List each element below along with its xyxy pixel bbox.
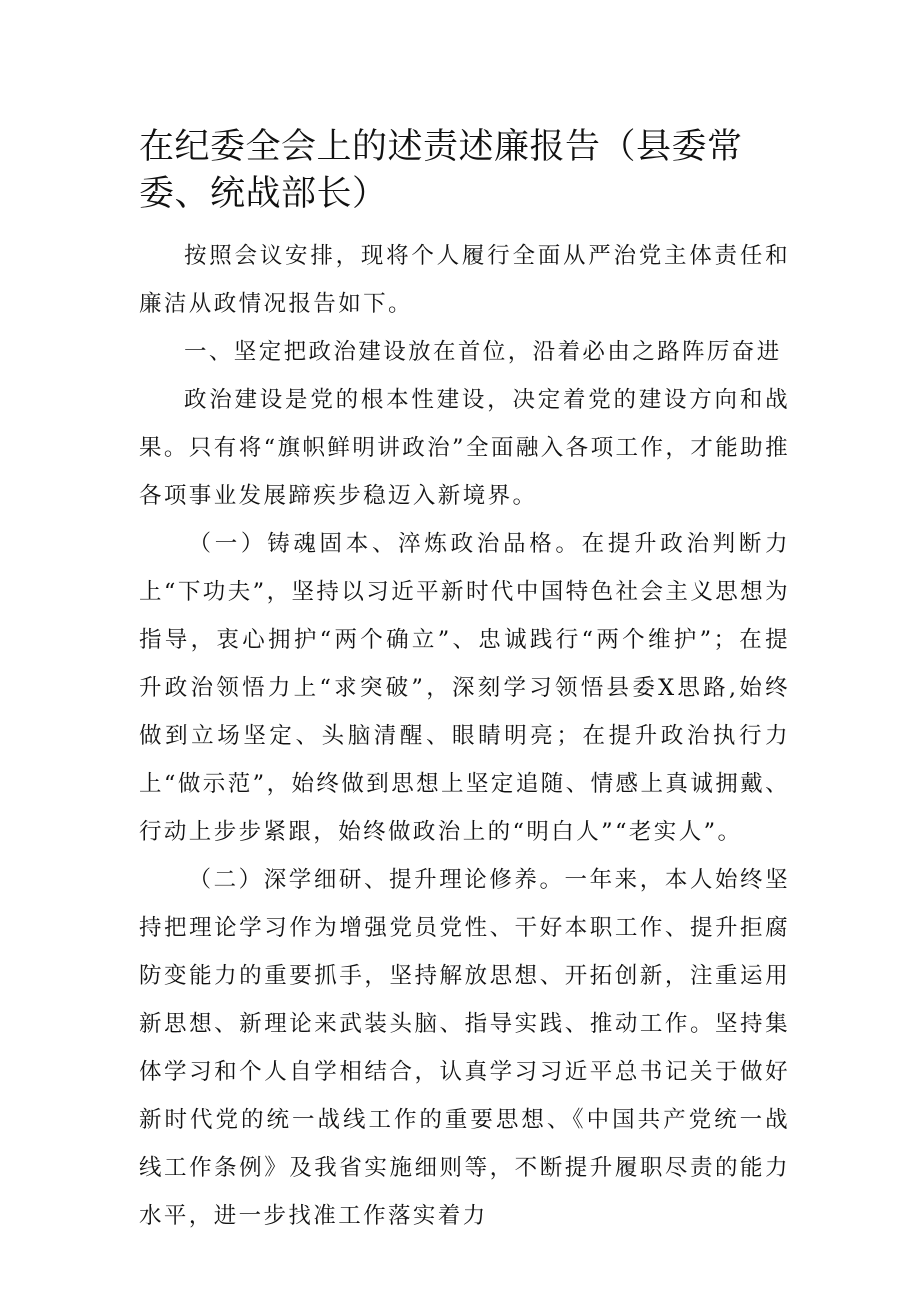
intro-paragraph: 按照会议安排，现将个人履行全面从严治党主体责任和廉洁从政情况报告如下。	[139, 243, 790, 317]
subsection-1-paragraph: （一）铸魂固本、淬炼政治品格。在提升政治判断力上“下功夫”，坚持以习近平新时代中国特色社会主义思想为指导，衷心拥护“两个确立”、忠诚践行“两个维护”；在提升政治领悟力上“求突破”，深刻学习领悟县委X思路,始终做到立场坚定、头脑清醒、眼睛明亮；在提升政治执行力上“做示范”，始终做到思想上坚定追随、情感上真诚拥戴、行动上步步紧跟，始终做政治上的“明白人”“老实人”。	[139, 531, 790, 845]
section-heading-1: 一、坚定把政治建设放在首位，沿着必由之路阵厉奋进	[184, 339, 782, 365]
document-title: 在纪委全会上的述责述廉报告（县委常委、统战部长）	[139, 127, 743, 214]
section-1-paragraph: 政治建设是党的根本性建设，决定着党的建设方向和战果。只有将“旗帜鲜明讲政治”全面融入各项工作，才能助推各项事业发展蹄疾步稳迈入新境界。	[139, 387, 790, 509]
subsection-2-paragraph: （二）深学细研、提升理论修养。一年来，本人始终坚持把理论学习作为增强党员党性、干好本职工作、提升拒腐防变能力的重要抓手，坚持解放思想、开拓创新，注重运用新思想、新理论来武装头脑、指导实践、推动工作。坚持集体学习和个人自学相结合，认真学习习近平总书记关于做好新时代党的统一战线工作的重要思想、《中国共产党统一战线工作条例》及我省实施细则等，不断提升履职尽责的能力水平，进一步找准工作落实着力	[139, 867, 790, 1229]
